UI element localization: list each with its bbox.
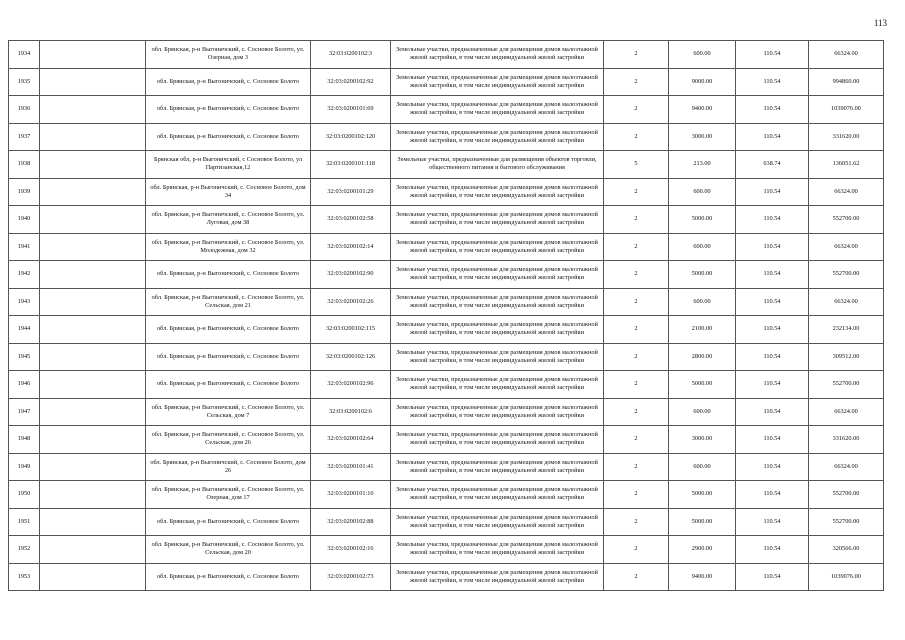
row-number-cell: 1948 [9, 426, 40, 454]
rate-cell: 110.54 [736, 371, 809, 399]
land-use-cell: Земельные участки, предназначенные для размещения домов малоэтажной жилой застройки, в том числе индивидуальной жилой застройки [391, 536, 604, 564]
cadastral-number-cell: 32:03:0200102:115 [311, 316, 391, 344]
group-cell: 2 [604, 41, 669, 69]
cadastral-number-cell: 32:03:0200102:3 [311, 41, 391, 69]
area-cell: 600.00 [669, 233, 736, 261]
cadastral-value-cell: 552700.00 [809, 481, 884, 509]
cadastral-value-cell: 552700.00 [809, 261, 884, 289]
group-cell: 2 [604, 261, 669, 289]
table-row [9, 536, 884, 564]
address-cell: обл. Брянская, р-н Выгоничский, с. Сосновое Болото [146, 371, 311, 399]
land-registry-table [8, 40, 884, 591]
cadastral-number-cell: 32:03:0200102:96 [311, 371, 391, 399]
spacer-cell [40, 371, 146, 399]
group-cell: 2 [604, 426, 669, 454]
address-cell: обл. Брянская, р-н Выгоничский, с. Сосновое Болото [146, 508, 311, 536]
row-number-cell: 1941 [9, 233, 40, 261]
land-use-cell: Земельные участки, предназначенные для размещения домов малоэтажной жилой застройки, в том числе индивидуальной жилой застройки [391, 68, 604, 96]
row-number-cell: 1939 [9, 178, 40, 206]
address-cell: обл. Брянская, р-н Выгоничский, с. Сосновое Болото [146, 343, 311, 371]
land-use-cell: Земельные участки, предназначенные для размещения домов малоэтажной жилой застройки, в том числе индивидуальной жилой застройки [391, 371, 604, 399]
address-cell: обл. Брянская, р-н Выгоничский, с. Сосновое Болото [146, 563, 311, 591]
area-cell: 213.00 [669, 151, 736, 179]
row-number-cell: 1935 [9, 68, 40, 96]
cadastral-number-cell: 32:03:0200102:73 [311, 563, 391, 591]
cadastral-value-cell: 552700.00 [809, 206, 884, 234]
table-row [9, 178, 884, 206]
cadastral-value-cell: 66324.00 [809, 233, 884, 261]
row-number-cell: 1937 [9, 123, 40, 151]
area-cell: 2900.00 [669, 536, 736, 564]
rate-cell: 110.54 [736, 398, 809, 426]
cadastral-value-cell: 994860.00 [809, 68, 884, 96]
spacer-cell [40, 316, 146, 344]
spacer-cell [40, 563, 146, 591]
rate-cell: 110.54 [736, 426, 809, 454]
row-number-cell: 1940 [9, 206, 40, 234]
spacer-cell [40, 233, 146, 261]
land-use-cell: Земельные участки, предназначенные для размещения домов малоэтажной жилой застройки, в том числе индивидуальной жилой застройки [391, 261, 604, 289]
row-number-cell: 1945 [9, 343, 40, 371]
cadastral-value-cell: 66324.00 [809, 398, 884, 426]
group-cell: 2 [604, 96, 669, 124]
address-cell: обл. Брянская, р-н Выгоничский, с. Сосновое Болото [146, 123, 311, 151]
cadastral-number-cell: 32:03:0200101:29 [311, 178, 391, 206]
rate-cell: 110.54 [736, 41, 809, 69]
cadastral-number-cell: 32:03:0200102:120 [311, 123, 391, 151]
group-cell: 2 [604, 206, 669, 234]
row-number-cell: 1952 [9, 536, 40, 564]
area-cell: 9000.00 [669, 68, 736, 96]
spacer-cell [40, 261, 146, 289]
spacer-cell [40, 481, 146, 509]
area-cell: 9400.00 [669, 563, 736, 591]
cadastral-value-cell: 1039076.00 [809, 96, 884, 124]
area-cell: 5000.00 [669, 508, 736, 536]
cadastral-number-cell: 32:03:0200102:6 [311, 398, 391, 426]
spacer-cell [40, 96, 146, 124]
table-row [9, 123, 884, 151]
group-cell: 2 [604, 316, 669, 344]
group-cell: 5 [604, 151, 669, 179]
cadastral-number-cell: 32:03:0200101:69 [311, 96, 391, 124]
group-cell: 2 [604, 563, 669, 591]
row-number-cell: 1938 [9, 151, 40, 179]
rate-cell: 110.54 [736, 508, 809, 536]
table-row [9, 508, 884, 536]
table-row [9, 41, 884, 69]
area-cell: 5000.00 [669, 261, 736, 289]
land-use-cell: Земельные участки, предназначенные для размещения домов малоэтажной жилой застройки, в том числе индивидуальной жилой застройки [391, 96, 604, 124]
group-cell: 2 [604, 288, 669, 316]
row-number-cell: 1936 [9, 96, 40, 124]
cadastral-number-cell: 32:03:0200101:118 [311, 151, 391, 179]
land-use-cell: Земельные участки, предназначенные для размещения домов малоэтажной жилой застройки, в том числе индивидуальной жилой застройки [391, 123, 604, 151]
address-cell: обл. Брянская, р-н Выгоничский, с. Сосновое Болото, ул. Сельская, дом 21 [146, 288, 311, 316]
spacer-cell [40, 123, 146, 151]
cadastral-value-cell: 309512.00 [809, 343, 884, 371]
cadastral-value-cell: 1039076.00 [809, 563, 884, 591]
address-cell: обл. Брянская, р-н Выгоничский, с. Сосновое Болото, ул. Сельская, дом 7 [146, 398, 311, 426]
cadastral-value-cell: 320566.00 [809, 536, 884, 564]
area-cell: 5000.00 [669, 206, 736, 234]
rate-cell: 110.54 [736, 288, 809, 316]
table-row [9, 151, 884, 179]
group-cell: 2 [604, 343, 669, 371]
row-number-cell: 1934 [9, 41, 40, 69]
table-row [9, 288, 884, 316]
rate-cell: 110.54 [736, 343, 809, 371]
cadastral-number-cell: 32:03:0200102:16 [311, 536, 391, 564]
page-number: 113 [873, 18, 887, 28]
spacer-cell [40, 178, 146, 206]
area-cell: 600.00 [669, 453, 736, 481]
group-cell: 2 [604, 398, 669, 426]
spacer-cell [40, 151, 146, 179]
cadastral-value-cell: 66324.00 [809, 453, 884, 481]
rate-cell: 638.74 [736, 151, 809, 179]
cadastral-value-cell: 552700.00 [809, 508, 884, 536]
address-cell: обл. Брянская, р-н Выгоничский, с. Сосновое Болото, ул. Молодежная, дом 32 [146, 233, 311, 261]
rate-cell: 110.54 [736, 68, 809, 96]
cadastral-value-cell: 66324.00 [809, 41, 884, 69]
rate-cell: 110.54 [736, 233, 809, 261]
group-cell: 2 [604, 508, 669, 536]
land-use-cell: Земельные участки, предназначенные для размещения домов малоэтажной жилой застройки, в том числе индивидуальной жилой застройки [391, 316, 604, 344]
spacer-cell [40, 343, 146, 371]
area-cell: 600.00 [669, 398, 736, 426]
group-cell: 2 [604, 371, 669, 399]
table-row [9, 371, 884, 399]
address-cell: обл. Брянская, р-н Выгоничский, с. Сосновое Болото, дом 34 [146, 178, 311, 206]
address-cell: обл. Брянская, р-н Выгоничский, с. Сосновое Болото [146, 316, 311, 344]
rate-cell: 110.54 [736, 453, 809, 481]
rate-cell: 110.54 [736, 261, 809, 289]
cadastral-number-cell: 32:03:0200102:64 [311, 426, 391, 454]
table-row [9, 426, 884, 454]
table-row [9, 96, 884, 124]
land-use-cell: Земельные участки, предназначенные для размещения домов малоэтажной жилой застройки, в том числе индивидуальной жилой застройки [391, 563, 604, 591]
spacer-cell [40, 426, 146, 454]
land-use-cell: Земельные участки, предназначенные для размещения домов малоэтажной жилой застройки, в том числе индивидуальной жилой застройки [391, 288, 604, 316]
area-cell: 600.00 [669, 41, 736, 69]
rate-cell: 110.54 [736, 178, 809, 206]
cadastral-value-cell: 232134.00 [809, 316, 884, 344]
area-cell: 3000.00 [669, 426, 736, 454]
table-row [9, 563, 884, 591]
table-row [9, 481, 884, 509]
cadastral-number-cell: 32:03:0200101:10 [311, 481, 391, 509]
area-cell: 600.00 [669, 178, 736, 206]
rate-cell: 110.54 [736, 96, 809, 124]
land-use-cell: Земельные участки, предназначенные для размещения домов малоэтажной жилой застройки, в том числе индивидуальной жилой застройки [391, 481, 604, 509]
area-cell: 5000.00 [669, 481, 736, 509]
rate-cell: 110.54 [736, 536, 809, 564]
table-row [9, 68, 884, 96]
address-cell: обл. Брянская, р-н Выгоничский, с. Сосновое Болото, ул. Озерная, дом 3 [146, 41, 311, 69]
cadastral-value-cell: 552700.00 [809, 371, 884, 399]
row-number-cell: 1944 [9, 316, 40, 344]
cadastral-number-cell: 32:03:0200102:92 [311, 68, 391, 96]
address-cell: обл. Брянская, р-н Выгоничский, с. Сосновое Болото, дом 26 [146, 453, 311, 481]
land-use-cell: Земельные участки, предназначенные для размещения домов малоэтажной жилой застройки, в том числе индивидуальной жилой застройки [391, 343, 604, 371]
cadastral-value-cell: 66324.00 [809, 288, 884, 316]
cadastral-number-cell: 32:03:0200101:41 [311, 453, 391, 481]
area-cell: 3000.00 [669, 123, 736, 151]
table-row [9, 261, 884, 289]
land-use-cell: Земельные участки, предназначенные для размещения домов малоэтажной жилой застройки, в том числе индивидуальной жилой застройки [391, 178, 604, 206]
area-cell: 9400.00 [669, 96, 736, 124]
land-use-cell: Земельные участки, предназначенные для размещения домов малоэтажной жилой застройки, в том числе индивидуальной жилой застройки [391, 206, 604, 234]
land-use-cell: Земельные участки, предназначенные для размещения объектов торговли, общественного питания и бытового обслуживания [391, 151, 604, 179]
area-cell: 2800.00 [669, 343, 736, 371]
cadastral-number-cell: 32:03:0200102:126 [311, 343, 391, 371]
spacer-cell [40, 453, 146, 481]
spacer-cell [40, 288, 146, 316]
row-number-cell: 1943 [9, 288, 40, 316]
group-cell: 2 [604, 123, 669, 151]
address-cell: обл. Брянская, р-н Выгоничский, с. Сосновое Болото [146, 96, 311, 124]
address-cell: Брянская обл, р-н Выгоничский, с Сосновое Болото, ул Партизанская,12 [146, 151, 311, 179]
spacer-cell [40, 536, 146, 564]
spacer-cell [40, 41, 146, 69]
table-body [9, 41, 884, 591]
address-cell: обл. Брянская, р-н Выгоничский, с. Сосновое Болото [146, 261, 311, 289]
rate-cell: 110.54 [736, 123, 809, 151]
address-cell: обл. Брянская, р-н Выгоничский, с. Сосновое Болото, ул. Сельская, дом 20 [146, 536, 311, 564]
land-use-cell: Земельные участки, предназначенные для размещения домов малоэтажной жилой застройки, в том числе индивидуальной жилой застройки [391, 41, 604, 69]
cadastral-number-cell: 32:03:0200102:58 [311, 206, 391, 234]
land-use-cell: Земельные участки, предназначенные для размещения домов малоэтажной жилой застройки, в том числе индивидуальной жилой застройки [391, 398, 604, 426]
rate-cell: 110.54 [736, 316, 809, 344]
row-number-cell: 1942 [9, 261, 40, 289]
group-cell: 2 [604, 178, 669, 206]
land-use-cell: Земельные участки, предназначенные для размещения домов малоэтажной жилой застройки, в том числе индивидуальной жилой застройки [391, 426, 604, 454]
row-number-cell: 1947 [9, 398, 40, 426]
row-number-cell: 1953 [9, 563, 40, 591]
area-cell: 5000.00 [669, 371, 736, 399]
cadastral-value-cell: 136051.62 [809, 151, 884, 179]
table-row [9, 398, 884, 426]
table-row [9, 316, 884, 344]
cadastral-number-cell: 32:03:0200102:26 [311, 288, 391, 316]
area-cell: 2100.00 [669, 316, 736, 344]
row-number-cell: 1946 [9, 371, 40, 399]
table-row [9, 453, 884, 481]
rate-cell: 110.54 [736, 481, 809, 509]
land-use-cell: Земельные участки, предназначенные для размещения домов малоэтажной жилой застройки, в том числе индивидуальной жилой застройки [391, 233, 604, 261]
group-cell: 2 [604, 453, 669, 481]
area-cell: 600.00 [669, 288, 736, 316]
cadastral-value-cell: 66324.00 [809, 178, 884, 206]
spacer-cell [40, 206, 146, 234]
address-cell: обл. Брянская, р-н Выгоничский, с. Сосновое Болото, ул. Сельская, дом 26 [146, 426, 311, 454]
rate-cell: 110.54 [736, 563, 809, 591]
spacer-cell [40, 68, 146, 96]
spacer-cell [40, 508, 146, 536]
cadastral-number-cell: 32:03:0200102:88 [311, 508, 391, 536]
group-cell: 2 [604, 233, 669, 261]
address-cell: обл. Брянская, р-н Выгоничский, с. Сосновое Болото, ул. Озерная, дом 17 [146, 481, 311, 509]
land-use-cell: Земельные участки, предназначенные для размещения домов малоэтажной жилой застройки, в том числе индивидуальной жилой застройки [391, 453, 604, 481]
row-number-cell: 1950 [9, 481, 40, 509]
group-cell: 2 [604, 536, 669, 564]
table-row [9, 206, 884, 234]
cadastral-number-cell: 32:03:0200102:14 [311, 233, 391, 261]
row-number-cell: 1949 [9, 453, 40, 481]
rate-cell: 110.54 [736, 206, 809, 234]
group-cell: 2 [604, 481, 669, 509]
table-row [9, 233, 884, 261]
address-cell: обл. Брянская, р-н Выгоничский, с. Сосновое Болото [146, 68, 311, 96]
table-row [9, 343, 884, 371]
cadastral-value-cell: 331620.00 [809, 123, 884, 151]
group-cell: 2 [604, 68, 669, 96]
row-number-cell: 1951 [9, 508, 40, 536]
spacer-cell [40, 398, 146, 426]
cadastral-value-cell: 331620.00 [809, 426, 884, 454]
address-cell: обл. Брянская, р-н Выгоничский, с. Сосновое Болото, ул. Луговая, дом 38 [146, 206, 311, 234]
land-use-cell: Земельные участки, предназначенные для размещения домов малоэтажной жилой застройки, в том числе индивидуальной жилой застройки [391, 508, 604, 536]
cadastral-number-cell: 32:03:0200102:90 [311, 261, 391, 289]
